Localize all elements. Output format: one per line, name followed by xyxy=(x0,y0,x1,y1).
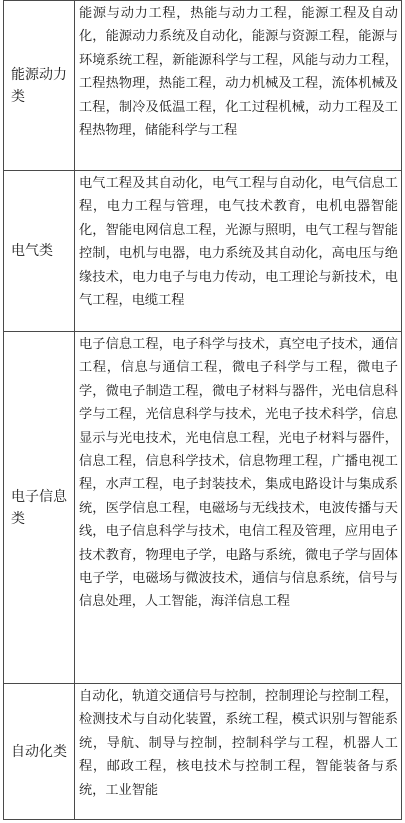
table-row xyxy=(4,332,402,684)
majors-cell: 电气工程及其自动化，电气工程与自动化，电气信息工程，电力工程与管理，电气技术教育，电机电器智能化，智能电网信息工程，光源与照明，电气工程与智能控制，电机与电器，电力系统及其自动化，高电压与绝缘技术，电力电子与电力传动，电工理论与新技术，电气工程，电缆工程 xyxy=(75,171,402,332)
category-cell: 电气类 xyxy=(4,171,75,332)
category-cell: 电子信息类 xyxy=(4,332,75,684)
table-row xyxy=(4,684,402,820)
majors-cell: 电子信息工程，电子科学与技术，真空电子技术，通信工程，信息与通信工程，微电子科学与工程，微电子学，微电子制造工程，微电子材料与器件，光电信息科学与工程，光信息科学与技术，光电子技术科学，信息显示与光电技术，光电信息工程，光电子材料与器件，信息工程，信息科学技术，信息物理工程，广播电视工程，水声工程，电子封装技术，集成电路设计与集成系统，医学信息工程，电磁场与无线技术，电波传播与天线，电子信息科学与技术，电信工程及管理，应用电子技术教育，物理电子学，电路与系统，微电子学与固体电子学，电磁场与微波技术，通信与信息系统，信号与信息处理，人工智能，海洋信息工程 xyxy=(75,332,402,684)
majors-table xyxy=(3,0,402,820)
majors-cell: 能源与动力工程，热能与动力工程，能源工程及自动化，能源动力系统及自动化，能源与资源工程，能源与环境系统工程，新能源科学与工程，风能与动力工程，工程热物理，热能工程，动力机械及工程，流体机械及工程，制冷及低温工程，化工过程机械，动力工程及工程热物理，储能科学与工程 xyxy=(75,1,402,171)
category-cell: 自动化类 xyxy=(4,684,75,820)
category-cell: 能源动力类 xyxy=(4,1,75,171)
table-row xyxy=(4,1,402,171)
majors-cell: 自动化，轨道交通信号与控制，控制理论与控制工程，检测技术与自动化装置，系统工程，模式识别与智能系统，导航、制导与控制，控制科学与工程，机器人工程，邮政工程，核电技术与控制工程，智能装备与系统，工业智能 xyxy=(75,684,402,820)
table-row xyxy=(4,171,402,332)
